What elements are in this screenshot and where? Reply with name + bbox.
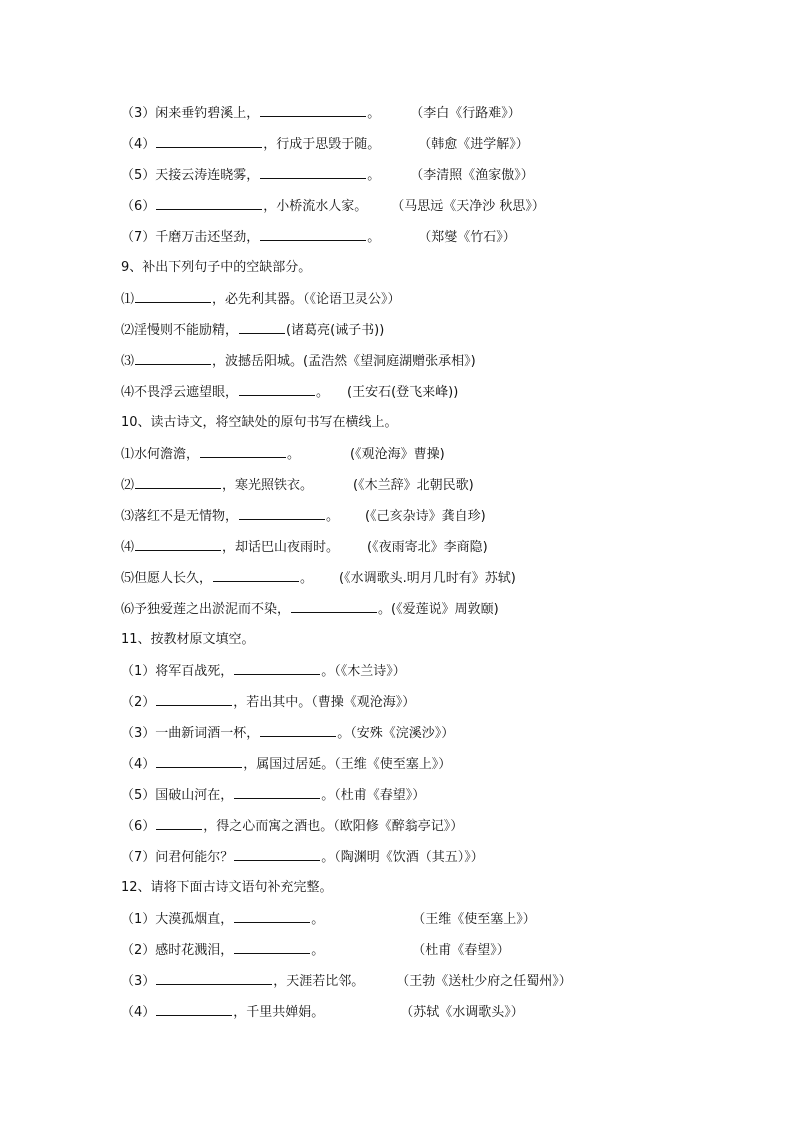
question-line: （6） ，小桥流水人家。 （马思远《天净沙 秋思》） — [121, 199, 545, 214]
section-heading: 9、补出下列句子中的空缺部分。 — [121, 260, 312, 275]
answer-blank — [156, 197, 262, 210]
answer-blank — [260, 724, 336, 737]
question-line: ⑷不畏浮云遮望眼， 。 (王安石(登飞来峰)) — [121, 385, 459, 400]
question-line: ⑷ ，却话巴山夜雨时。 (《夜雨寄北》李商隐) — [121, 540, 488, 555]
question-line: ⑶ ，波撼岳阳城。(孟浩然《望洞庭湖赠张承相》) — [121, 354, 476, 369]
question-line: （4） ，千里共婵娟。 （苏轼《水调歌头》） — [121, 1005, 524, 1020]
answer-blank — [156, 755, 242, 768]
answer-blank — [135, 352, 211, 365]
question-line: （2）感时花溅泪， 。 （杜甫《春望》） — [121, 943, 510, 958]
section-heading: 12、请将下面古诗文语句补充完整。 — [121, 880, 333, 895]
question-line: （4） ，行成于思毁于随。 （韩愈《进学解》） — [121, 137, 529, 152]
section-heading: 11、按教材原文填空。 — [121, 632, 255, 647]
question-line: ⑸但愿人长久， 。 (《水调歌头.明月几时有》苏轼) — [121, 571, 516, 586]
question-line: ⑵淫慢则不能励精， (诸葛亮(诫子书)) — [121, 323, 385, 338]
answer-blank — [234, 910, 310, 923]
question-line: （1）将军百战死， 。（《木兰诗》） — [121, 664, 406, 679]
answer-blank — [156, 1003, 232, 1016]
question-line: （7）千磨万击还坚劲， 。 （郑燮《竹石》） — [121, 230, 516, 245]
answer-blank — [156, 972, 272, 985]
answer-blank — [239, 507, 325, 520]
question-line: ⑴水何澹澹， 。 (《观沧海》曹操) — [121, 447, 445, 462]
answer-blank — [260, 228, 366, 241]
question-line: （1）大漠孤烟直， 。 （王维《使至塞上》） — [121, 912, 536, 927]
answer-blank — [291, 600, 377, 613]
answer-blank — [156, 135, 262, 148]
section-heading: 10、读古诗文，将空缺处的原句书写在横线上。 — [121, 415, 398, 430]
question-line: ⑹予独爱莲之出淤泥而不染， 。(《爱莲说》周敦颐) — [121, 602, 499, 617]
question-line: （4） ，属国过居延。（王维《使至塞上》） — [121, 757, 452, 772]
question-line: ⑵ ，寒光照铁衣。 (《木兰辞》北朝民歌) — [121, 478, 474, 493]
answer-blank — [234, 662, 320, 675]
question-line: （3） ，天涯若比邻。 （王勃《送杜少府之任蜀州》） — [121, 974, 572, 989]
answer-blank — [156, 693, 232, 706]
answer-blank — [135, 476, 221, 489]
answer-blank — [234, 786, 320, 799]
answer-blank — [200, 445, 286, 458]
question-line: （5）国破山河在， 。（杜甫《春望》） — [121, 788, 426, 803]
answer-blank — [239, 321, 285, 334]
answer-blank — [234, 941, 310, 954]
answer-blank — [156, 817, 202, 830]
question-line: （6） ，得之心而寓之酒也。（欧阳修《醉翁亭记》） — [121, 819, 464, 834]
answer-blank — [234, 848, 320, 861]
answer-blank — [135, 290, 211, 303]
question-line: （3）闲来垂钓碧溪上， 。 （李白《行路难》） — [121, 106, 521, 121]
question-line: （7）问君何能尔？ 。（陶渊明《饮酒（其五）》） — [121, 850, 484, 865]
answer-blank — [135, 538, 221, 551]
answer-blank — [239, 383, 315, 396]
question-line: （5）天接云涛连晓雾， 。 （李清照《渔家傲》） — [121, 168, 534, 183]
answer-blank — [260, 104, 366, 117]
question-line: （2） ，若出其中。（曹操《观沧海》） — [121, 695, 416, 710]
question-line: ⑴ ，必先利其器。（《论语卫灵公》） — [121, 292, 401, 307]
question-line: （3）一曲新词酒一杯， 。（安殊《浣溪沙》） — [121, 726, 455, 741]
answer-blank — [260, 166, 366, 179]
question-line: ⑶落红不是无情物， 。 (《己亥杂诗》龚自珍) — [121, 509, 486, 524]
answer-blank — [213, 569, 299, 582]
